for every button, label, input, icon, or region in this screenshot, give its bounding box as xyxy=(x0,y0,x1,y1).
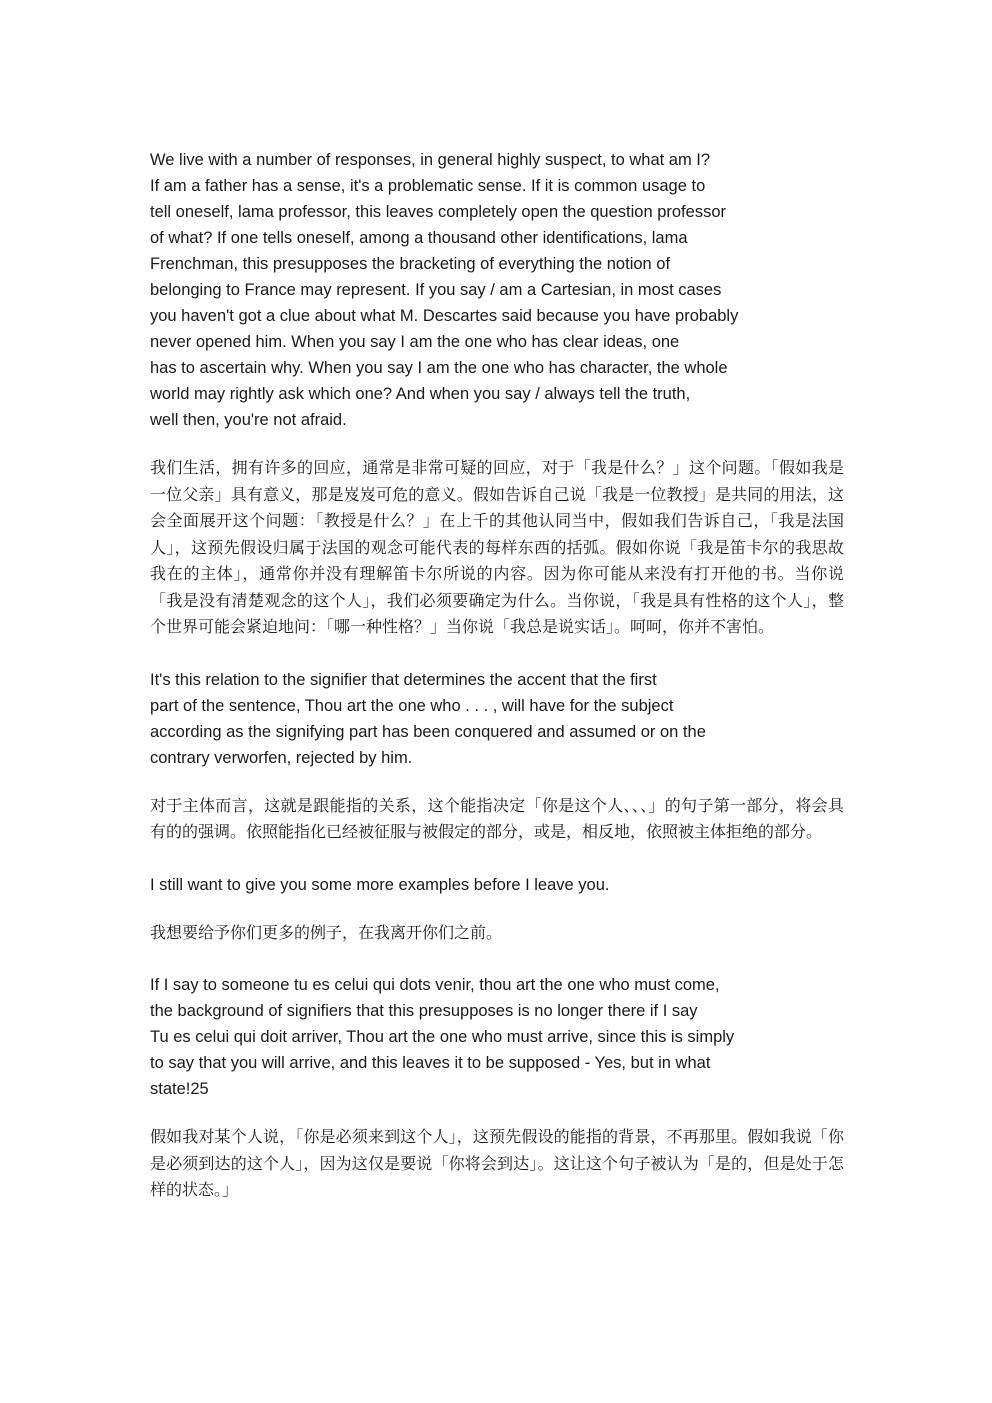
paragraph-en-4 xyxy=(150,972,850,1102)
spacer xyxy=(150,846,850,872)
text-line: world may rightly ask which one? And when you say / always tell the truth, xyxy=(150,385,691,403)
text-line: has to ascertain why. When you say I am the one who has character, the whole xyxy=(150,359,728,377)
text-line: tell oneself, lama professor, this leaves completely open the question professor xyxy=(150,203,726,221)
spacer xyxy=(150,433,850,455)
text-line: to say that you will arrive, and this leaves it to be supposed - Yes, but in what xyxy=(150,1054,711,1072)
text-line: I still want to give you some more examples before I leave you. xyxy=(150,875,610,894)
text-line: contrary verworfen, rejected by him. xyxy=(150,748,413,767)
paragraph-zh-4: 假如我对某个人说，「你是必须来到这个人」，这预先假设的能指的背景，不再那里。假如我说「你是必须到达的这个人」，因为这仅是要说「你将会到达」。这让这个句子被认为「是的，但是处于怎样的状态。」 xyxy=(150,1127,844,1199)
text-line: part of the sentence, Thou art the one who . . . , will have for the subject xyxy=(150,696,674,715)
paragraph-zh-1: 我们生活，拥有许多的回应，通常是非常可疑的回应，对于「我是什么？」这个问题。「假如我是一位父亲」具有意义，那是岌岌可危的意义。假如告诉自己说「我是一位教授」是共同的用法，这会全面展开这个问题：「教授是什么？」在上千的其他认同当中，假如我们告诉自己，「我是法国人」，这预先假设归属于法国的观念可能代表的每样东西的括弧。假如你说「我是笛卡尔的我思故我在的主体」，通常你并没有理解笛卡尔所说的内容。因为你可能从来没有打开他的书。当你说「我是没有清楚观念的这个人」，我们必须要确定为什么。当你说，「我是具有性格的这个人」，整个世界可能会紧迫地问：「哪一种性格？」当你说「我总是说实话」。呵呵，你并不害怕。 xyxy=(150,458,844,636)
text-line: If am a father has a sense, it's a problematic sense. If it is common usage to xyxy=(150,177,706,195)
document-page xyxy=(150,147,850,1204)
paragraph-en-1 xyxy=(150,147,850,433)
spacer xyxy=(150,771,850,793)
spacer xyxy=(150,898,850,920)
text-line: of what? If one tells oneself, among a thousand other identifications, lama xyxy=(150,229,688,247)
paragraph-zh-3: 我想要给予你们更多的例子，在我离开你们之前。 xyxy=(150,922,503,942)
spacer xyxy=(150,946,850,972)
text-line: state!25 xyxy=(150,1080,209,1098)
paragraph-en-2 xyxy=(150,667,850,771)
spacer xyxy=(150,641,850,667)
text-line: Frenchman, this presupposes the bracketing of everything the notion of xyxy=(150,255,671,273)
text-line: Tu es celui qui doit arriver, Thou art the one who must arrive, since this is simply xyxy=(150,1028,735,1046)
text-line: you haven't got a clue about what M. Descartes said because you have probably xyxy=(150,307,739,325)
text-line: well then, you're not afraid. xyxy=(150,411,347,429)
paragraph-zh-2: 对于主体而言，这就是跟能指的关系，这个能指决定「你是这个人、、、」的句子第一部分，将会具有的的强调。依照能指化已经被征服与被假定的部分，或是，相反地，依照被主体拒绝的部分。 xyxy=(150,795,844,841)
text-line: never opened him. When you say I am the one who has clear ideas, one xyxy=(150,333,680,351)
spacer xyxy=(150,1102,850,1124)
text-line: the background of signifiers that this presupposes is no longer there if I say xyxy=(150,1002,698,1020)
text-line: according as the signifying part has been conquered and assumed or on the xyxy=(150,722,706,741)
paragraph-en-3 xyxy=(150,872,850,898)
text-line: We live with a number of responses, in general highly suspect, to what am I? xyxy=(150,151,711,169)
text-line: belonging to France may represent. If you say / am a Cartesian, in most cases xyxy=(150,281,722,299)
text-line: It's this relation to the signifier that determines the accent that the first xyxy=(150,670,657,689)
text-line: If I say to someone tu es celui qui dots venir, thou art the one who must come, xyxy=(150,976,720,994)
